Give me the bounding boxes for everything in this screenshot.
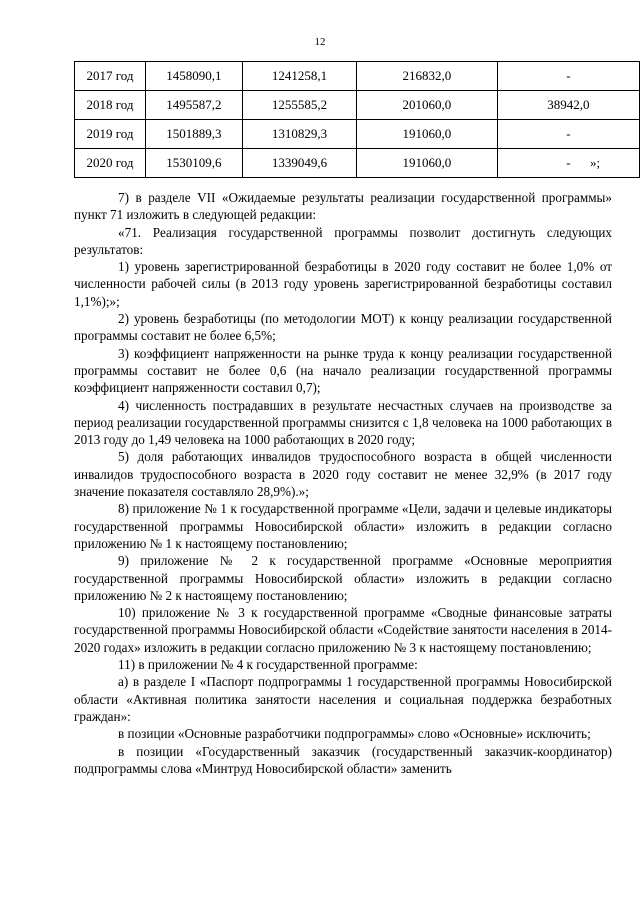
paragraph: а) в разделе I «Паспорт подпрограммы 1 государственной программы Новосибирской области «Активная политика занятости населения и социальная поддержка безработных граждан»: [74,674,612,724]
paragraph: 5) доля работающих инвалидов трудоспособного возраста в общей численности инвалидов трудоспособного возраста в 2020 году составит не менее 32,9% (в 2017 году значение показателя составляло 28,9%).»; [74,449,612,500]
table-row [75,149,640,178]
table-cell: 201060,0 [357,91,498,120]
table-cell: - [497,120,639,149]
paragraph: 11) в приложении № 4 к государственной программе: [118,657,418,673]
table-cell: 1241258,1 [242,62,356,91]
financing-table [74,61,640,178]
table-cell: - [497,149,639,178]
table-cell: 2020 год [75,149,146,178]
paragraph: 1) уровень зарегистрированной безработицы в 2020 году составит не более 1,0% от численности рабочей силы (в 2013 году уровень зарегистрированной безработицы составил 1,1%);»; [74,259,612,309]
page-number: 12 [314,36,326,48]
table-cell: 2018 год [75,91,146,120]
table-row [75,120,640,149]
paragraph: 7) в разделе VII «Ожидаемые результаты реализации государственной программы» пункт 71 изложить в следующей редакции: [74,190,612,223]
paragraph: 2) уровень безработицы (по методологии МОТ) к концу реализации государственной программы составит не более 6,5%; [74,311,612,344]
paragraph: «71. Реализация государственной программы позволит достигнуть следующих результатов: [74,224,612,257]
table-cell: 216832,0 [357,62,498,91]
table-cell: - [497,62,639,91]
table-closing-quote: »; [590,155,601,170]
table-cell: 2017 год [75,62,146,91]
table-cell: 1458090,1 [145,62,242,91]
table-cell: 1339049,6 [242,149,356,178]
table-cell: 38942,0 [497,91,639,120]
table-cell: 1530109,6 [145,149,242,178]
paragraph: 9) приложение № 2 к государственной программе «Основные мероприятия государственной программы Новосибирской области» изложить в редакции согласно приложению № 2 к настоящему постановлению; [74,553,612,603]
paragraph: в позиции «Государственный заказчик (государственный заказчик-координатор) подпрограммы слова «Минтруд Новосибирской области» заменить [74,743,612,776]
table-row [75,91,640,120]
table-cell: 1310829,3 [242,120,356,149]
table-cell: 2019 год [75,120,146,149]
document-body [74,189,612,777]
paragraph: 4) численность пострадавших в результате несчастных случаев на производстве за период реализации государственной программы снизится с 1,8 человека на 1000 работающих в 2013 году до 1,49 человека на 1000 работающих в 2020 году; [74,397,612,448]
paragraph: 10) приложение № 3 к государственной программе «Сводные финансовые затраты государственной программы Новосибирской области «Содействие занятости населения в 2014-2020 годах» изложить в редакции согласно приложению № 3 к настоящему постановлению; [74,605,612,655]
table-row [75,62,640,91]
table-cell: 1255585,2 [242,91,356,120]
table-cell: 191060,0 [357,149,498,178]
paragraph: 8) приложение № 1 к государственной программе «Цели, задачи и целевые индикаторы государственной программы Новосибирской области» изложить в редакции согласно приложению № 1 к настоящему постановлению; [74,501,612,551]
table-cell: 1495587,2 [145,91,242,120]
paragraph: в позиции «Основные разработчики подпрограммы» слово «Основные» исключить; [118,726,591,742]
paragraph: 3) коэффициент напряженности на рынке труда к концу реализации государственной программы составит не более 0,6 (на начало реализации государственной программы коэффициент напряженности составил 0,7); [74,345,612,396]
table-cell: 1501889,3 [145,120,242,149]
table-cell: 191060,0 [357,120,498,149]
